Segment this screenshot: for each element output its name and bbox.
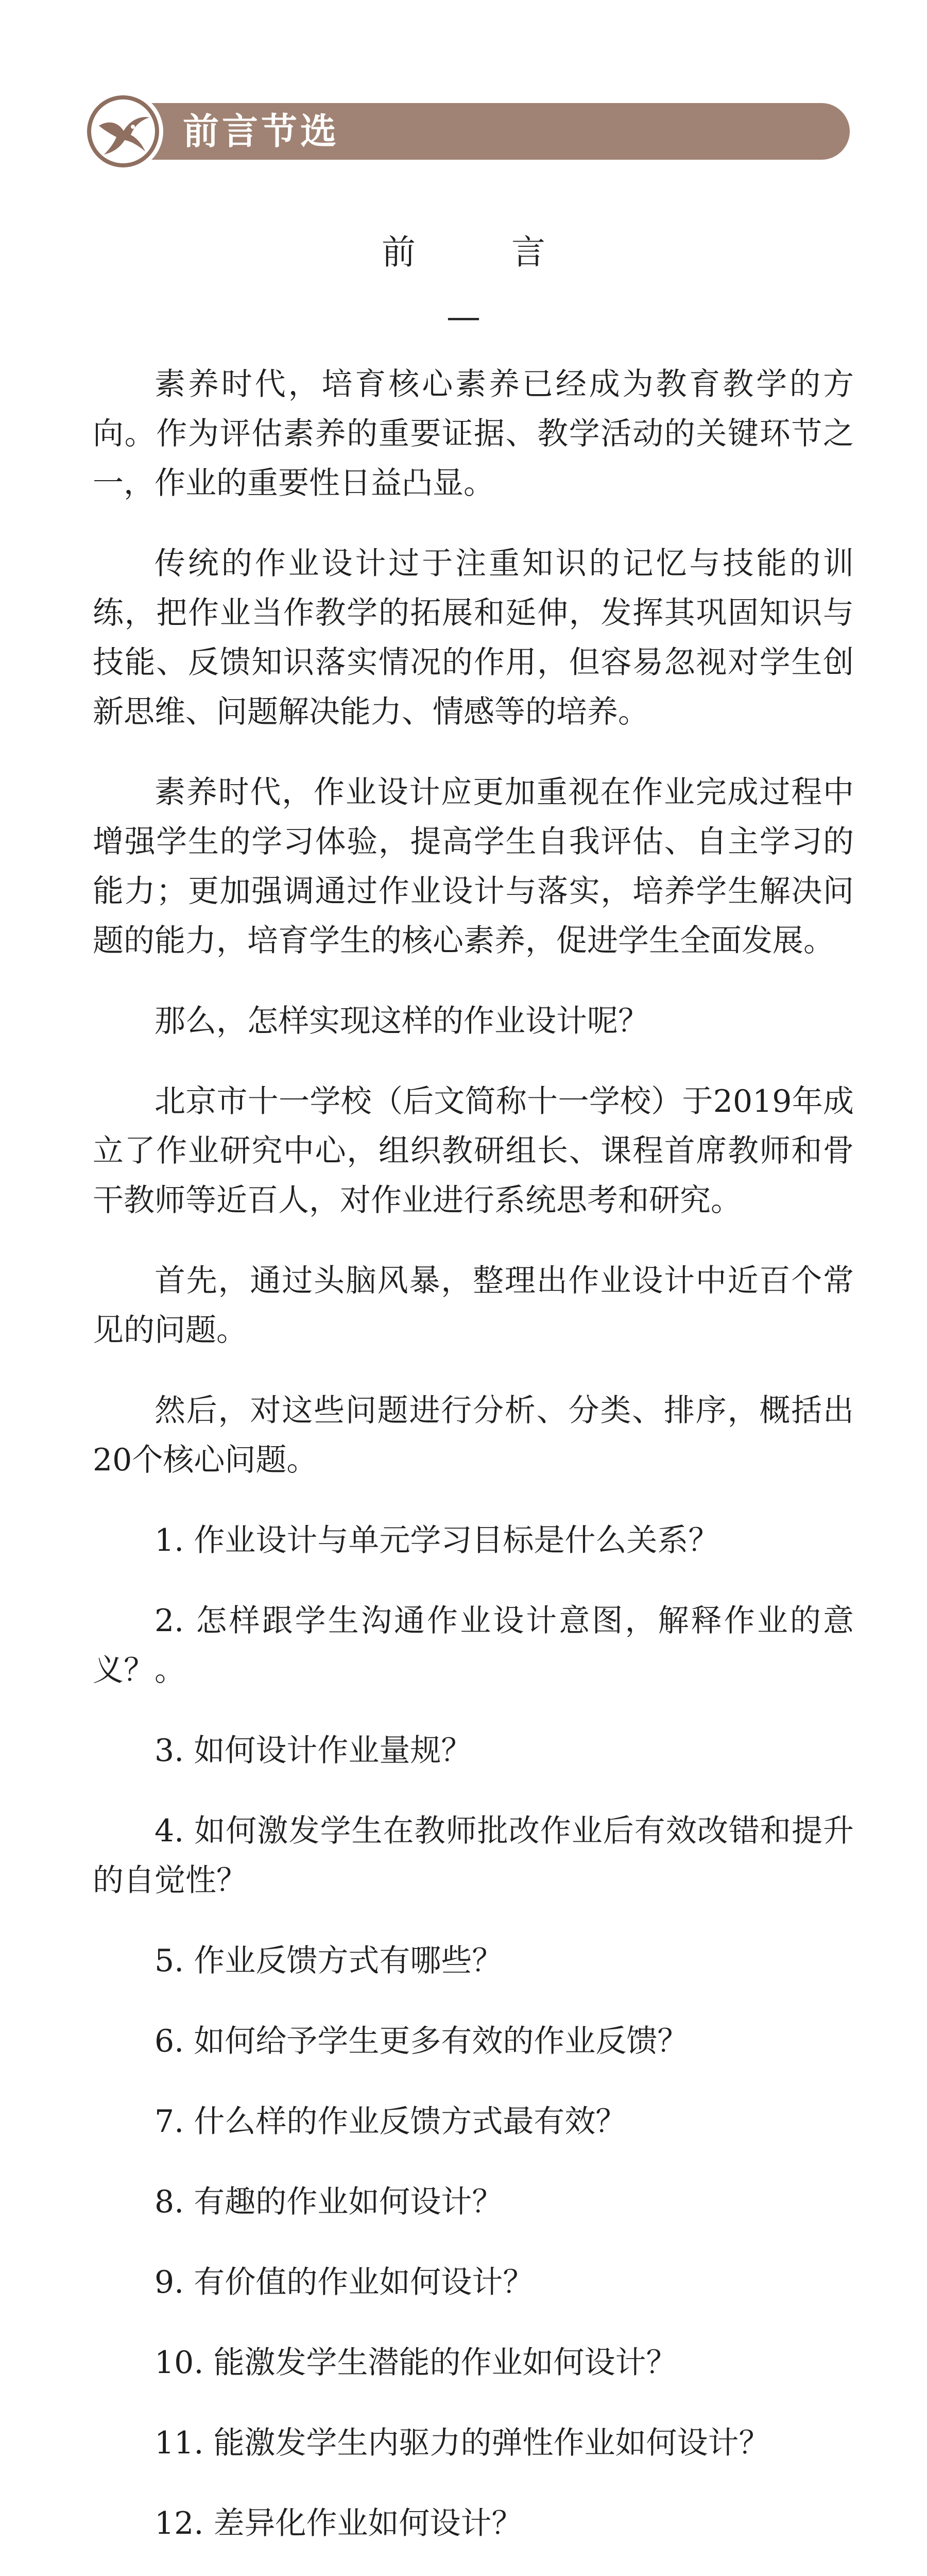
banner-title: 前言节选 (183, 110, 339, 152)
title-dash: — (447, 297, 480, 336)
question-item: 3. 如何设计作业量规？ (154, 1733, 472, 1769)
swallow-emblem-icon (81, 90, 165, 173)
question-item: 11. 能激发学生内驱力的弹性作业如何设计？ (154, 2425, 770, 2461)
question-item: 4. 如何激发学生在教师批改作业后有效改错和提升的自觉性？ (93, 1813, 854, 1899)
paragraph: 传统的作业设计过于注重知识的记忆与技能的训练，把作业当作教学的拓展和延伸，发挥其巩固知识与技能、反馈知识落实情况的作用，但容易忽视对学生创新思维、问题解决能力、情感等的培养。 (93, 546, 854, 730)
document-body (93, 360, 854, 2576)
page-title: 前 言 (382, 232, 576, 272)
question-item: 8. 有趣的作业如何设计？ (154, 2184, 503, 2220)
question-item: 1. 作业设计与单元学习目标是什么关系？ (154, 1522, 719, 1558)
question-item: 6. 如何给予学生更多有效的作业反馈？ (154, 2023, 689, 2059)
paragraph: 那么，怎样实现这样的作业设计呢？ (154, 1003, 649, 1039)
question-item: 7. 什么样的作业反馈方式最有效？ (154, 2104, 627, 2140)
paragraph: 首先，通过头脑风暴，整理出作业设计中近百个常见的问题。 (93, 1263, 854, 1348)
question-item: 2. 怎样跟学生沟通作业设计意图，解释作业的意义？。 (93, 1603, 854, 1688)
question-item: 9. 有价值的作业如何设计？ (154, 2264, 534, 2300)
paragraph: 素养时代，作业设计应更加重视在作业完成过程中增强学生的学习体验，提高学生自我评估、自主学习的能力；更加强调通过作业设计与落实，培养学生解决问题的能力，培育学生的核心素养，促进学生全面发展。 (93, 774, 854, 959)
paragraph: 北京市十一学校（后文简称十一学校）于2019年成立了作业研究中心，组织教研组长、课程首席教师和骨干教师等近百人，对作业进行系统思考和研究。 (93, 1083, 854, 1218)
question-item: 12. 差异化作业如何设计？ (154, 2505, 523, 2541)
paragraph: 然后，对这些问题进行分析、分类、排序，概括出20个核心问题。 (93, 1393, 854, 1478)
question-item: 5. 作业反馈方式有哪些？ (154, 1943, 503, 1979)
paragraph: 素养时代，培育核心素养已经成为教育教学的方向。作为评估素养的重要证据、教学活动的关键环节之一，作业的重要性日益凸显。 (93, 366, 854, 501)
question-item: 10. 能激发学生潜能的作业如何设计？ (154, 2345, 677, 2381)
